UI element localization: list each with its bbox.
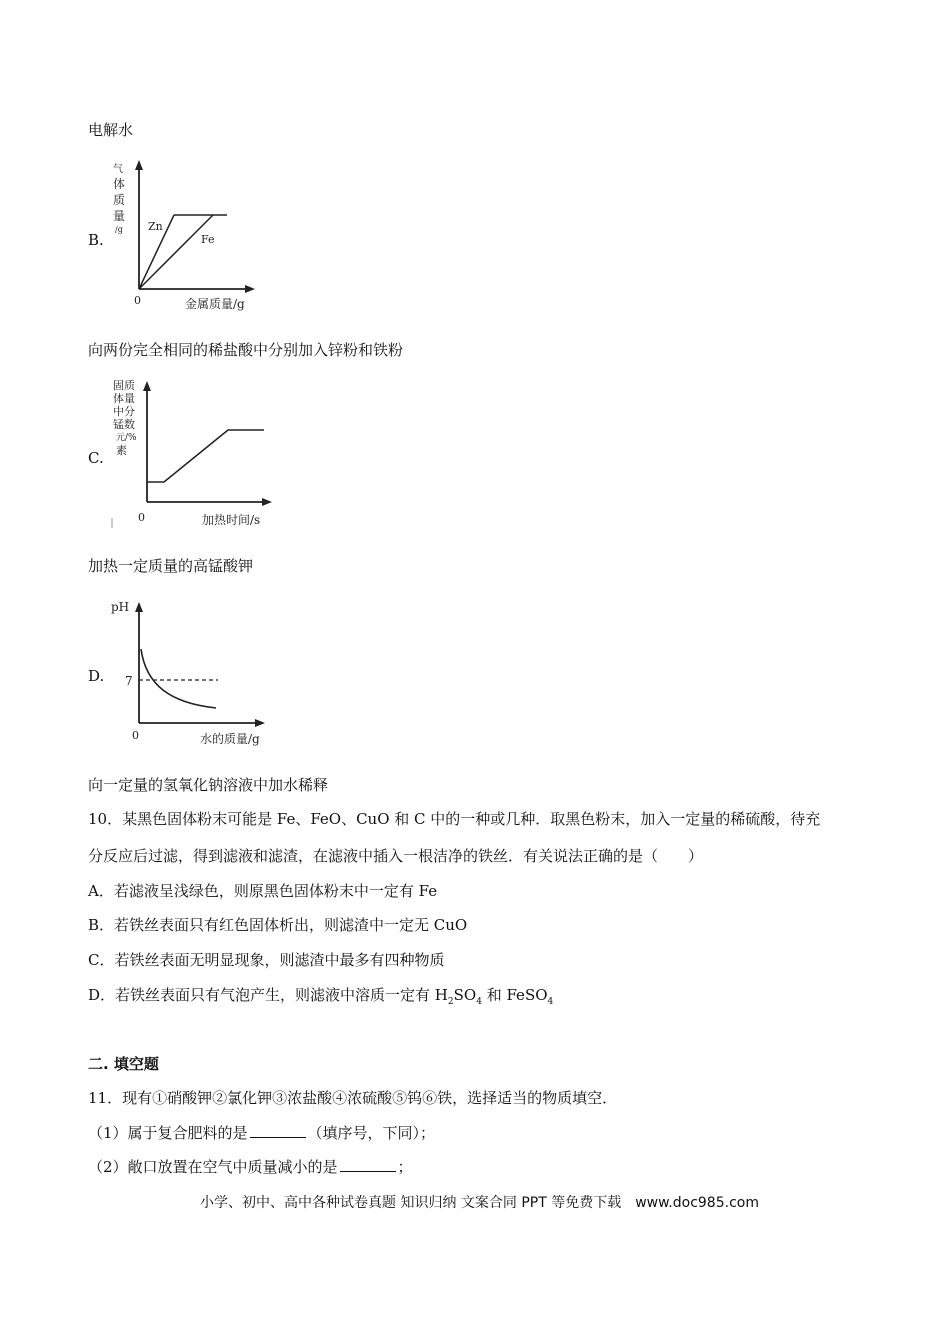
q10-option-d-so: SO	[453, 986, 477, 1004]
graph-d-x-arrow	[255, 719, 265, 727]
graph-b-fe-label: Fe	[201, 233, 215, 246]
q11-part2	[88, 1157, 413, 1177]
q10-option-d-sub3: 4	[547, 997, 554, 1007]
footer-text: 小学、初中、高中各种试卷真题 知识归纳 文案合同 PPT 等免费下载 www.doc985.com	[200, 1195, 759, 1211]
graph-b-origin: 0	[134, 294, 141, 307]
graph-b-ylabel	[113, 163, 125, 234]
graph-c-ylabel-2: 中分	[113, 405, 135, 418]
graph-d-origin: 0	[132, 729, 139, 742]
q11-part2-end: ；	[397, 1158, 413, 1176]
q11-part1	[88, 1123, 435, 1143]
graph-d-curve	[141, 649, 216, 708]
section-2-title: 二. 填空题	[88, 1055, 159, 1073]
graph-d-xlabel: 水的质量/g	[200, 732, 260, 746]
graph-c-x-arrow	[262, 498, 272, 506]
graph-b-ylabel-4: /g	[115, 225, 123, 234]
graph-b-xlabel: 金属质量/g	[185, 297, 245, 311]
graph-b-y-arrow	[135, 160, 143, 170]
graph-b-ylabel-1: 体	[113, 177, 126, 191]
graph-d-ylabel: pH	[111, 600, 130, 614]
graph-b	[110, 158, 260, 318]
q10-stem-line2: 分反应后过滤，得到滤液和滤渣，在滤液中插入一根洁净的铁丝．有关说法正确的是（ ）	[88, 847, 704, 865]
q10-option-d-feso: 和 FeSO	[481, 986, 548, 1004]
graph-c-curve	[147, 430, 264, 482]
graph-c-ylabel-5: 素	[116, 444, 127, 457]
q11-part1-blank[interactable]	[250, 1123, 306, 1138]
q10-stem-line1: 10．某黑色固体粉末可能是 Fe、FeO、CuO 和 C 中的一种或几种．取黑色粉末，加入一定量的稀硫酸，待充	[88, 810, 821, 828]
q10-option-d	[88, 985, 553, 1012]
graph-b-ylabel-0: 气	[113, 164, 123, 175]
option-d-label: D.	[88, 667, 105, 685]
caption-b: 向两份完全相同的稀盐酸中分别加入锌粉和铁粉	[88, 341, 404, 359]
option-b-label: B.	[88, 231, 104, 249]
graph-b-zn-label: Zn	[148, 220, 163, 233]
graph-c-ylabel-3: 锰数	[113, 418, 135, 431]
caption-a: 电解水	[88, 121, 134, 139]
q10-option-d-sub1: 2	[447, 997, 454, 1007]
graph-c-xlabel: 加热时间/s	[202, 513, 261, 527]
graph-c-ylabel-0: 固质	[113, 379, 135, 392]
graph-b-ylabel-2: 质	[113, 193, 126, 207]
graph-c-y-arrow	[143, 381, 151, 391]
graph-d-tick-7: 7	[125, 674, 133, 688]
graph-c-ylabel	[113, 378, 137, 457]
graph-c-ylabel-1: 体量	[113, 392, 135, 405]
graph-c-origin: 0	[138, 511, 145, 524]
q10-option-a: A．若滤液呈浅绿色，则原黑色固体粉末中一定有 Fe	[88, 882, 438, 900]
graph-b-ylabel-3: 量	[113, 209, 126, 223]
graph-d-y-arrow	[135, 602, 143, 612]
graph-d	[108, 593, 278, 751]
caption-c: 加热一定质量的高锰酸钾	[88, 557, 254, 575]
q11-part2-text: （2）敞口放置在空气中质量减小的是	[88, 1158, 338, 1176]
graph-c-ylabel-4: 元/%	[116, 433, 137, 443]
q10-option-b: B．若铁丝表面只有红色固体析出，则滤渣中一定无 CuO	[88, 916, 468, 934]
q11-part2-blank[interactable]	[340, 1157, 396, 1172]
q11-part1-note: （填序号，下同）；	[307, 1124, 436, 1142]
graph-c	[110, 378, 280, 533]
q10-option-d-sub2: 4	[476, 997, 482, 1007]
caption-d: 向一定量的氢氧化钠溶液中加水稀释	[88, 776, 329, 794]
graph-b-x-arrow	[245, 285, 255, 293]
q10-option-d-text: D．若铁丝表面只有气泡产生，则滤液中溶质一定有 H	[88, 986, 448, 1004]
q11-part1-text: （1）属于复合肥料的是	[88, 1124, 248, 1142]
q11-stem: 11．现有①硝酸钾②氯化钾③浓盐酸④浓硫酸⑤钨⑥铁，选择适当的物质填空．	[88, 1089, 618, 1107]
option-c-label: C.	[88, 449, 104, 467]
q10-option-c: C．若铁丝表面无明显现象，则滤渣中最多有四种物质	[88, 951, 445, 969]
